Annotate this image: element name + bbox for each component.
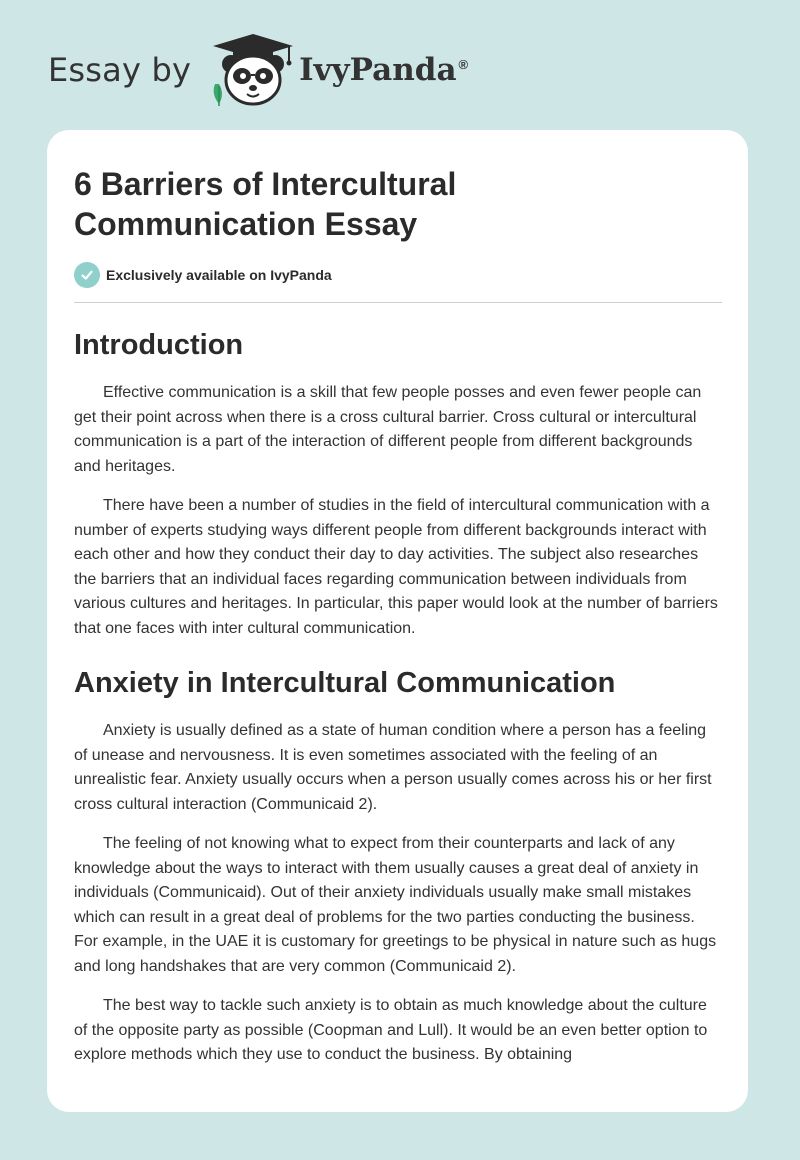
- exclusive-badge-text: Exclusively available on IvyPanda: [106, 267, 332, 283]
- panda-logo-icon[interactable]: [209, 32, 297, 108]
- section-heading: Introduction: [74, 329, 244, 361]
- paragraph: The best way to tackle such anxiety is to obtain as much knowledge about the culture of the opposite party as possible (Coopman and Lull). It would be an even better option to explore methods which they use to conduct the business. By obtaining: [74, 997, 708, 1063]
- site-header: [48, 30, 468, 110]
- section-introduction: [74, 327, 722, 641]
- section-heading: Anxiety in Intercultural Communication: [74, 667, 616, 699]
- ivypanda-brand-name[interactable]: IvyPanda ®: [299, 52, 469, 88]
- exclusive-badge: [74, 262, 722, 288]
- paragraph: Effective communication is a skill that few people posses and even fewer people can get their point across when there is a cross cultural barrier. Cross cultural or intercultural communication is a part of the interaction of different people from different backgrounds and heritages.: [74, 384, 702, 475]
- paragraph: There have been a number of studies in the field of intercultural communication with a number of experts studying ways different people from different backgrounds interact with each other and how they conduct their day to day activities. The subject also researches the barriers that an individual faces regarding communication between individuals from various cultures and heritages. In particular, this paper would look at the number of barriers that one faces with inter cultural communication.: [74, 497, 718, 637]
- essay-by-label: Essay by: [48, 51, 192, 89]
- registered-mark: ®: [458, 56, 469, 72]
- essay-title: 6 Barriers of Intercultural Communication Essay: [74, 166, 457, 242]
- title-divider: [74, 302, 722, 303]
- paragraph: Anxiety is usually defined as a state of human condition where a person has a feeling of unease and nervousness. It is even sometimes associated with the feeling of an unrealistic fear. Anxiety usually occurs when a person usually comes across his or her first cross cultural interaction (Communicaid 2).: [74, 722, 712, 813]
- paragraph: The feeling of not knowing what to expect from their counterparts and lack of any knowledge about the ways to interact with them usually causes a great deal of anxiety in individuals (Communicaid). Out of their anxiety individuals usually make small mistakes which can result in a great deal of problems for the two parties conducting the business. For example, in the UAE it is customary for greetings to be physical in nature such as hugs and long handshakes that are very common (Communicaid 2).: [74, 835, 717, 975]
- essay-card: [47, 130, 748, 1112]
- check-icon: [74, 262, 100, 288]
- section-anxiety: [74, 665, 722, 1068]
